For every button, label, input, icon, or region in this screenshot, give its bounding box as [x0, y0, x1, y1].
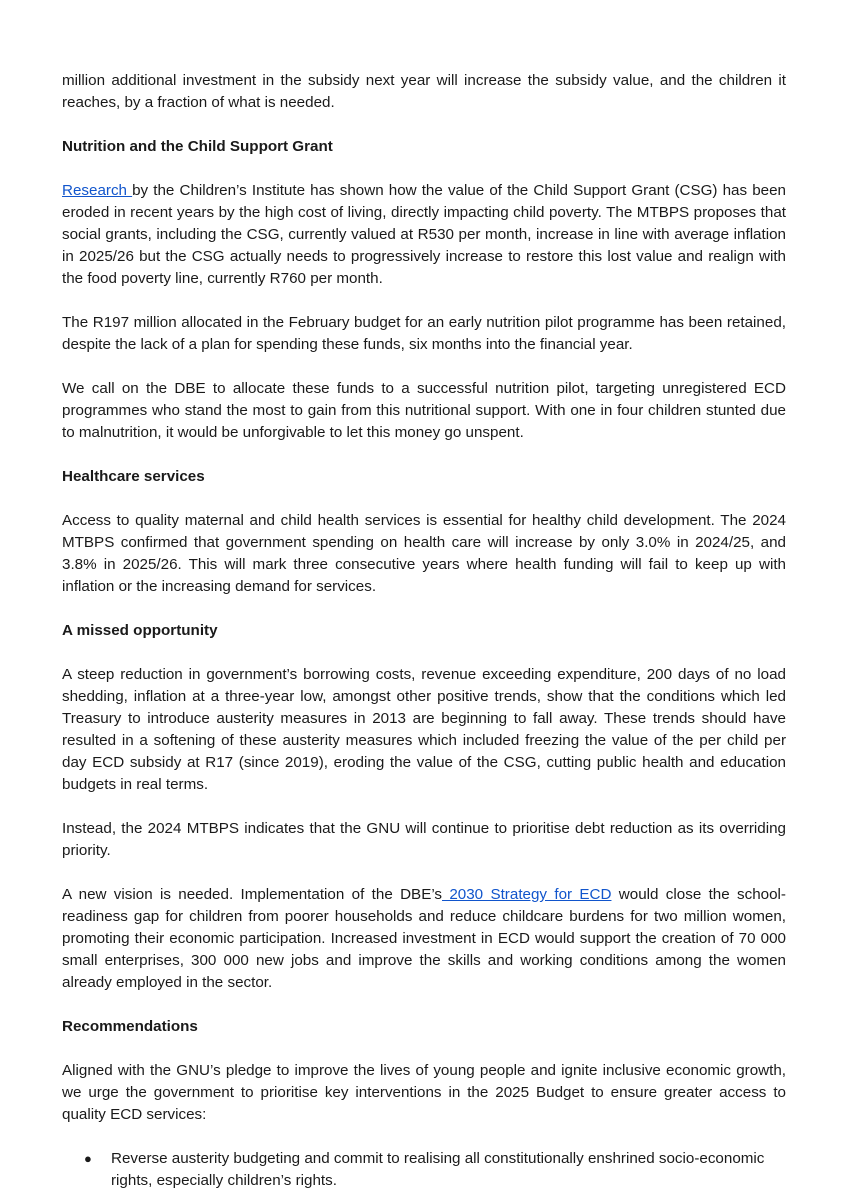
- paragraph-new-vision: [62, 884, 786, 994]
- bullet-icon: ●: [84, 1151, 92, 1166]
- research-link[interactable]: Research: [62, 182, 133, 199]
- document-page: [62, 70, 786, 1192]
- strategy-ecd-link[interactable]: 2030 Strategy for ECD: [442, 886, 612, 903]
- list-item: [62, 1148, 786, 1192]
- heading-missed-opportunity: A missed opportunity: [62, 622, 218, 639]
- paragraph-subsidy-continuation: million additional investment in the subsidy next year will increase the subsidy value, and the children it reaches, by a fraction of what is needed.: [62, 72, 786, 111]
- recommendations-list: [62, 1148, 786, 1192]
- paragraph-csg-research-text: by the Children’s Institute has shown how the value of the Child Support Grant (CSG) has been eroded in recent years by the high cost of living, directly impacting child poverty. The MTBPS proposes that social grants, including the CSG, currently valued at R530 per month, increase in line with average inflation in 2025/26 but the CSG actually needs to progressively increase to restore this lost value and realign with the food poverty line, currently R760 per month.: [62, 182, 786, 287]
- paragraph-gnu-pledge: Aligned with the GNU’s pledge to improve the lives of young people and ignite inclusive economic growth, we urge the government to prioritise key interventions in the 2025 Budget to ensure greater access to quality ECD services:: [62, 1062, 786, 1123]
- heading-recommendations: Recommendations: [62, 1018, 198, 1035]
- paragraph-new-vision-start: A new vision is needed. Implementation of the DBE’s: [62, 886, 443, 903]
- paragraph-austerity: A steep reduction in government’s borrowing costs, revenue exceeding expenditure, 200 days of no load shedding, inflation at a three-year low, amongst other positive trends, show that the conditions which led Treasury to introduce austerity measures in 2013 are beginning to fall away. These trends should have resulted in a softening of these austerity measures which included freezing the value of the per child per day ECD subsidy at R17 (since 2019), eroding the value of the CSG, cutting public health and education budgets in real terms.: [62, 666, 786, 793]
- paragraph-dbe-call: We call on the DBE to allocate these funds to a successful nutrition pilot, targeting unregistered ECD programmes who stand the most to gain from this nutritional support. With one in four children stunted due to malnutrition, it would be unforgivable to let this money go unspent.: [62, 380, 786, 441]
- list-item-text: Reverse austerity budgeting and commit to realising all constitutionally enshrined socio-economic rights, especially children’s rights.: [111, 1150, 765, 1189]
- paragraph-health-spending: Access to quality maternal and child health services is essential for healthy child development. The 2024 MTBPS confirmed that government spending on health care will increase by only 3.0% in 2024/25, and 3.8% in 2025/26. This will mark three consecutive years where health funding will fail to keep up with inflation or the increasing demand for services.: [62, 512, 786, 595]
- heading-healthcare: Healthcare services: [62, 468, 205, 485]
- paragraph-new-vision-text: would close the school-readiness gap for children from poorer households and reduce childcare burdens for two million women, promoting their economic participation. Increased investment in ECD would support the creation of 70 000 small enterprises, 300 000 new jobs and improve the skills and working conditions among the women already employed in the sector.: [62, 886, 786, 991]
- paragraph-gnu-priority: Instead, the 2024 MTBPS indicates that the GNU will continue to prioritise debt reduction as its overriding priority.: [62, 820, 786, 859]
- paragraph-csg-research: [62, 180, 786, 290]
- heading-nutrition: Nutrition and the Child Support Grant: [62, 138, 333, 155]
- paragraph-nutrition-pilot: The R197 million allocated in the February budget for an early nutrition pilot programme has been retained, despite the lack of a plan for spending these funds, six months into the financial year.: [62, 314, 786, 353]
